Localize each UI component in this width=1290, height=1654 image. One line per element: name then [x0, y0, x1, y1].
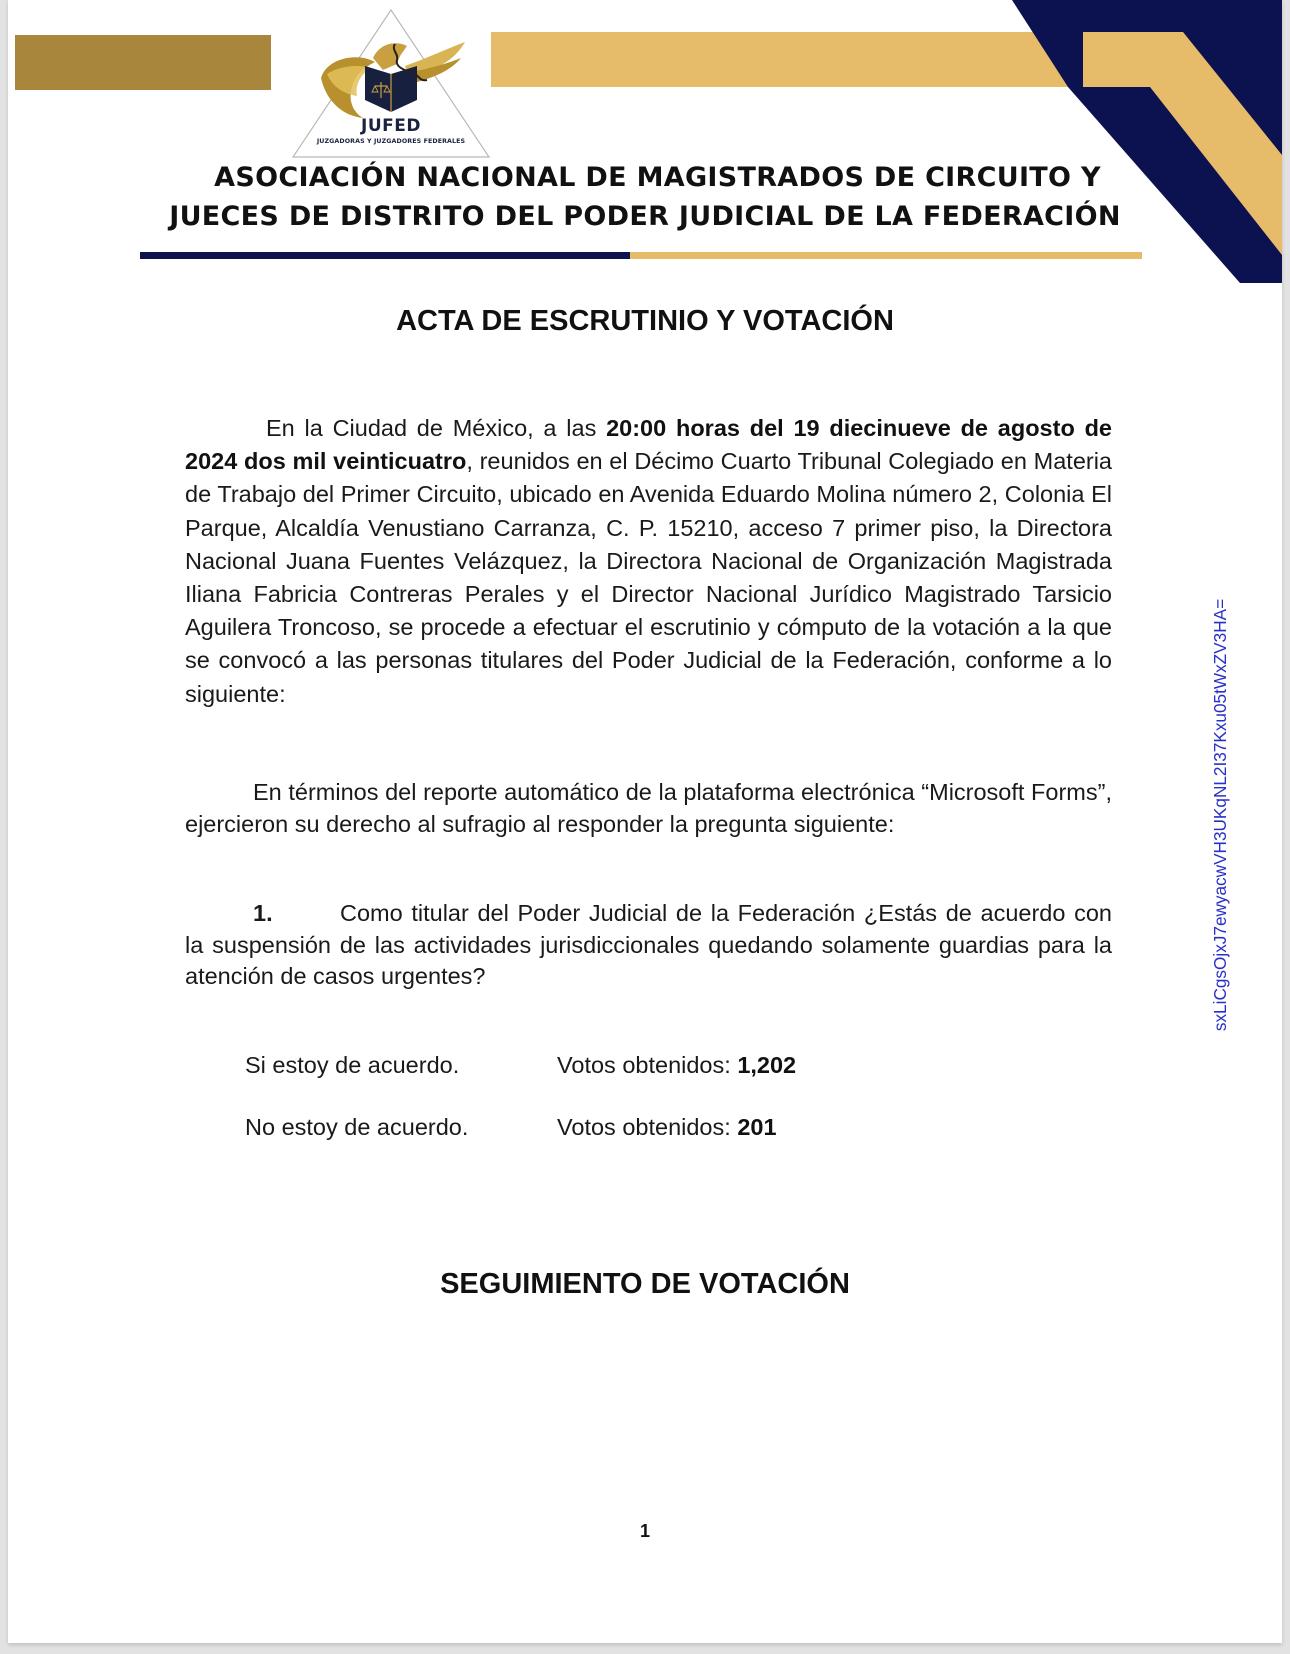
- result-votes: [557, 1114, 777, 1141]
- votes-value: 1,202: [737, 1052, 797, 1078]
- logo-name: JUFED: [361, 116, 421, 136]
- document-page: [8, 0, 1282, 1643]
- paragraph-voting-platform: En términos del reporte automático de la plataforma electrónica “Microsoft Forms”, ejercieron su derecho al sufragio al responder la pregunta siguiente:: [185, 779, 1112, 837]
- header-rule-navy: [140, 252, 630, 259]
- votes-label: Votos obtenidos:: [557, 1114, 738, 1140]
- section-title-follow-up: SEGUIMIENTO DE VOTACIÓN: [440, 1268, 850, 1300]
- logo-subtitle: JUZGADORAS Y JUZGADORES FEDERALES: [316, 138, 466, 145]
- header-rule-gold: [630, 252, 1142, 259]
- paragraph1-text-start: En la Ciudad de México, a las: [266, 415, 607, 441]
- organization-name-line-2: JUECES DE DISTRITO DEL PODER JUDICIAL DE LA FEDERACIÓN: [169, 201, 1121, 232]
- result-option-label: Si estoy de acuerdo.: [245, 1052, 460, 1078]
- result-votes: [557, 1052, 796, 1079]
- question-text: Como titular del Poder Judicial de la Federación ¿Estás de acuerdo con la suspensión de las actividades jurisdiccionales quedando solamente guardias para la atención de casos urgentes?: [185, 900, 1112, 989]
- question-number: 1.: [253, 900, 273, 926]
- votes-label: Votos obtenidos:: [557, 1052, 738, 1078]
- header-corner-chevron-graphic: [8, 0, 1282, 290]
- paragraph1-date-bold: 20:00 horas del 19 diecinueve de agosto de 2024 dos mil veinticuatro: [185, 415, 1112, 475]
- document-title: ACTA DE ESCRUTINIO Y VOTACIÓN: [396, 305, 894, 337]
- page-number: 1: [639, 1521, 650, 1541]
- jufed-logo: [287, 8, 495, 160]
- question-item: [185, 898, 1112, 993]
- paragraph-meeting-details: [185, 412, 1112, 711]
- verification-code-text: sxLiCgsOjxJ7ewyacwVH3UKqNL2I37Kxu05tWxZV3HA=: [1210, 598, 1230, 1032]
- result-option-label: No estoy de acuerdo.: [245, 1114, 469, 1140]
- paragraph1-text-end: , reunidos en el Décimo Cuarto Tribunal Colegiado en Materia de Trabajo del Primer Circuito, ubicado en Avenida Eduardo Molina número 2, Colonia El Parque, Alcaldía Venustiano Carranza, C. P. 15210, acceso 7 primer piso, la Directora Nacional Juana Fuentes Velázquez, la Directora Nacional de Organización Magistrada Iliana Fabricia Contreras Perales y el Director Nacional Jurídico Magistrado Tarsicio Aguilera Troncoso, se procede a efectuar el escrutinio y cómputo de la votación a la que se convocó a las personas titulares del Poder Judicial de la Federación, conforme a lo siguiente:: [185, 448, 1113, 707]
- votes-value: 201: [737, 1114, 777, 1140]
- organization-name-line-1: ASOCIACIÓN NACIONAL DE MAGISTRADOS DE CIRCUITO Y: [214, 162, 1101, 193]
